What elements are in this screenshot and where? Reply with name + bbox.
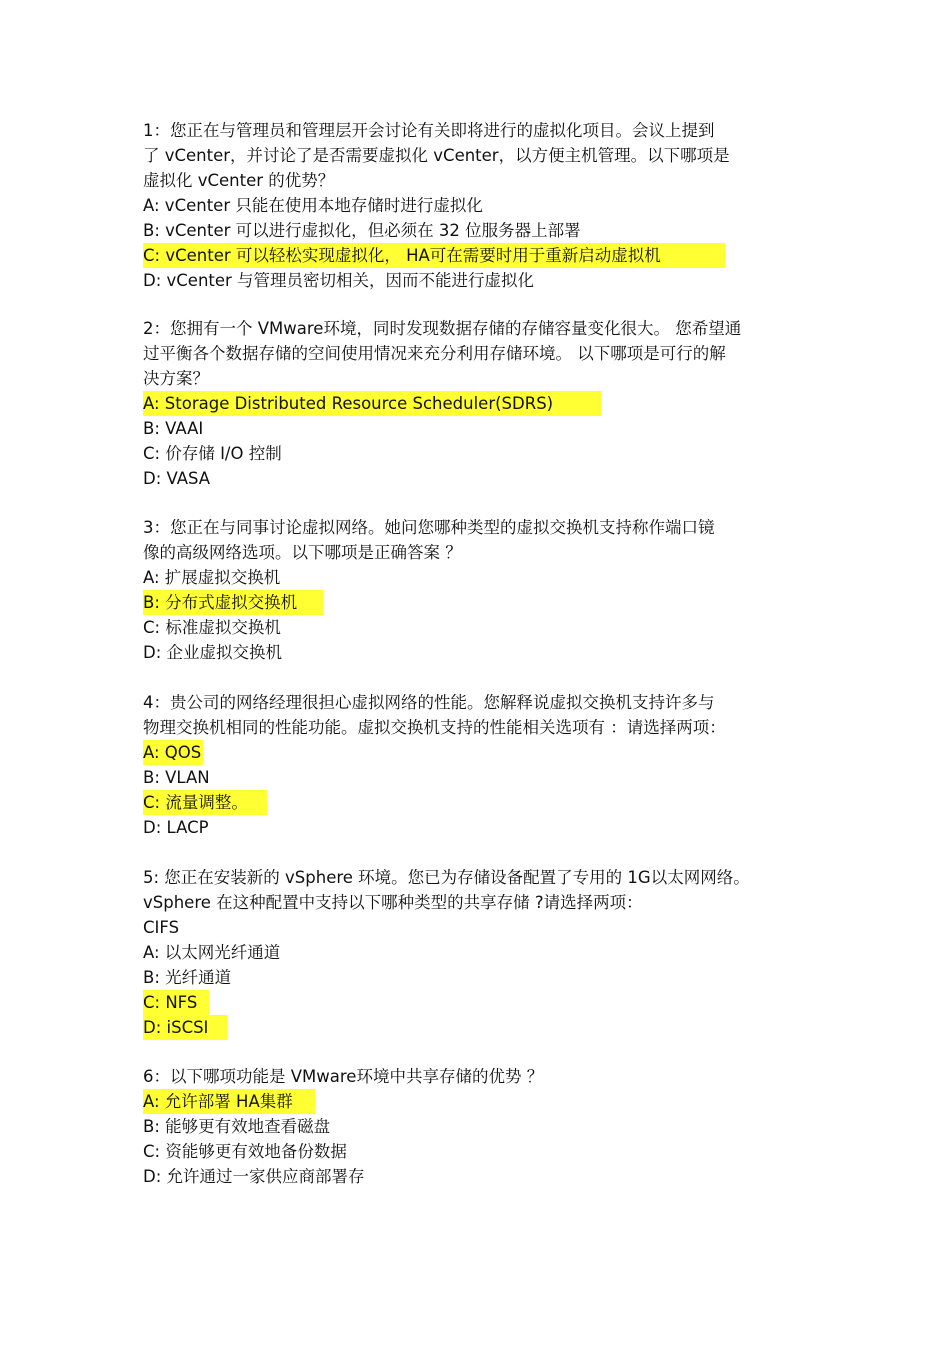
question-2 [143, 316, 808, 491]
question-2-option-c: C: 价存储 I/O 控制 [143, 444, 282, 463]
question-6-option-c: C: 资能够更有效地备份数据 [143, 1142, 347, 1161]
question-1-option-b: B: vCenter 可以进行虚拟化，但必须在 32 位服务器上部署 [143, 221, 581, 240]
question-5-stem-line-1: 5: 您正在安装新的 vSphere 环境。您已为存储设备配置了专用的 1G以太网网络。 [143, 868, 750, 887]
question-3-option-b-highlighted: B: 分布式虚拟交换机 [143, 590, 323, 615]
question-5-stem-line-2: vSphere 在这种配置中支持以下哪种类型的共享存储 ?请选择两项： [143, 893, 643, 912]
question-5-stem-line-3: CIFS [143, 918, 180, 937]
question-6 [143, 1064, 808, 1189]
question-4-option-b: B: VLAN [143, 768, 210, 787]
question-1 [143, 118, 808, 293]
question-2-option-a-highlighted: A: Storage Distributed Resource Scheduler(SDRS) [143, 391, 601, 416]
question-6-option-b: B: 能够更有效地查看磁盘 [143, 1117, 331, 1136]
question-6-stem-line-1: 6：以下哪项功能是 VMware环境中共享存储的优势 ？ [143, 1067, 544, 1086]
question-3-option-d: D: 企业虚拟交换机 [143, 643, 283, 662]
question-6-option-a-highlighted: A: 允许部署 HA集群 [143, 1089, 315, 1114]
question-2-option-d: D: VASA [143, 469, 211, 488]
question-2-stem-line-1: 2：您拥有一个 VMware环境，同时发现数据存储的存储容量变化很大。 您希望通 [143, 319, 742, 338]
question-4-stem-line-1: 4：贵公司的网络经理很担心虚拟网络的性能。您解释说虚拟交换机支持许多与 [143, 693, 715, 712]
question-5-option-a: A: 以太网光纤通道 [143, 943, 281, 962]
question-1-stem-line-1: 1：您正在与管理员和管理层开会讨论有关即将进行的虚拟化项目。会议上提到 [143, 121, 715, 140]
question-5-option-c-highlighted: C: NFS [143, 990, 209, 1015]
question-1-option-a: A: vCenter 只能在使用本地存储时进行虚拟化 [143, 196, 483, 215]
question-1-option-c-highlighted: C: vCenter 可以轻松实现虚拟化， HA可在需要时用于重新启动虚拟机 [143, 243, 725, 268]
question-4-option-c-highlighted: C: 流量调整。 [143, 790, 267, 815]
question-3-option-a: A: 扩展虚拟交换机 [143, 568, 281, 587]
question-5-option-b: B: 光纤通道 [143, 968, 232, 987]
question-2-stem-line-2: 过平衡各个数据存储的空间使用情况来充分利用存储环境。 以下哪项是可行的解 [143, 344, 726, 363]
question-1-stem-line-2: 了 vCenter，并讨论了是否需要虚拟化 vCenter，以方便主机管理。以下哪项是 [143, 146, 730, 165]
question-5-option-d-highlighted: D: iSCSI [143, 1015, 227, 1040]
question-1-option-d: D: vCenter 与管理员密切相关，因而不能进行虚拟化 [143, 271, 535, 290]
question-4-stem-line-2: 物理交换机相同的性能功能。虚拟交换机支持的性能相关选项有 ：请选择两项： [143, 718, 726, 737]
question-5 [143, 865, 808, 1040]
question-2-stem-line-3: 决方案？ [143, 369, 209, 388]
question-4-option-d: D: LACP [143, 818, 209, 837]
question-3-stem-line-2: 像的高级网络选项。以下哪项是正确答案 ？ [143, 543, 462, 562]
question-3-option-c: C: 标准虚拟交换机 [143, 618, 281, 637]
question-4-option-a-highlighted: A: QOS [143, 740, 203, 765]
question-3 [143, 515, 808, 665]
question-1-stem-line-3: 虚拟化 vCenter 的优势？ [143, 171, 335, 190]
question-3-stem-line-1: 3：您正在与同事讨论虚拟网络。她问您哪种类型的虚拟交换机支持称作端口镜 [143, 518, 715, 537]
question-4 [143, 690, 808, 840]
question-6-option-d: D: 允许通过一家供应商部署存 [143, 1167, 365, 1186]
question-2-option-b: B: VAAI [143, 419, 204, 438]
